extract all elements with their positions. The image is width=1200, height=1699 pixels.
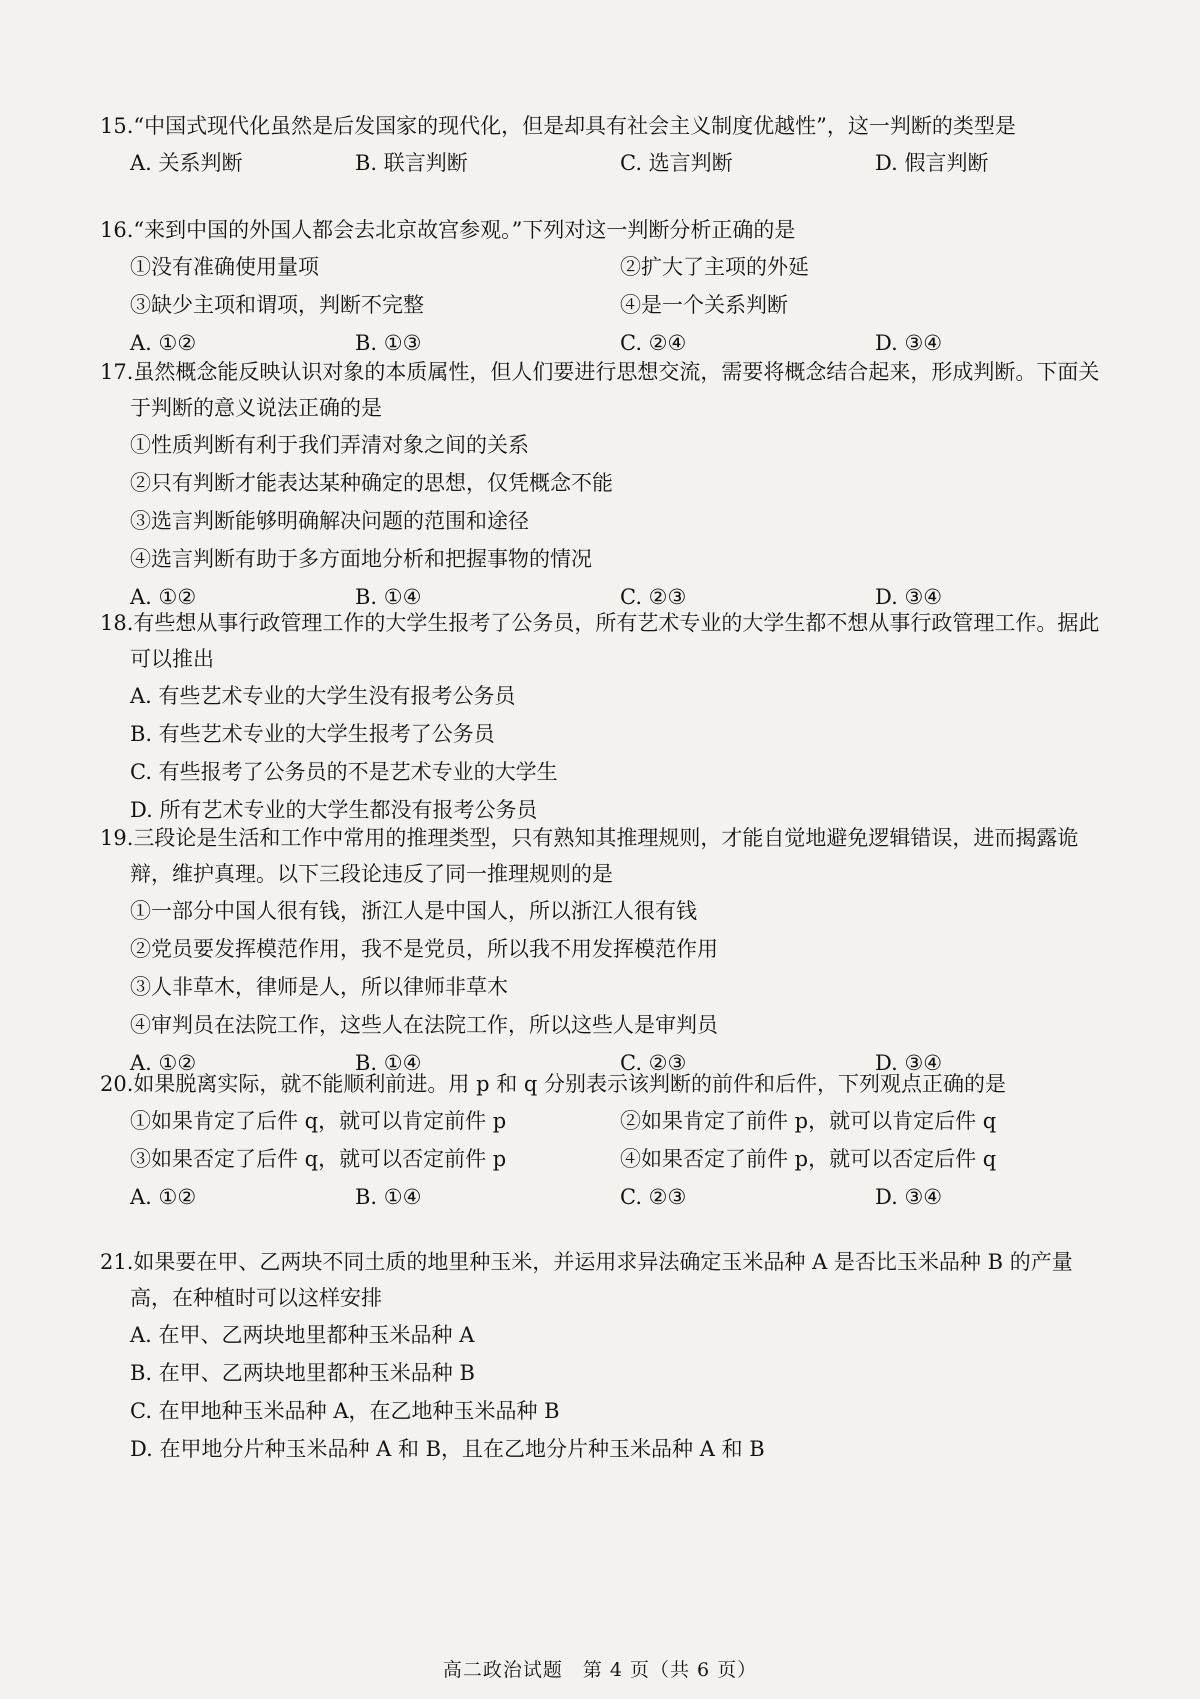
- statement-1: ①一部分中国人很有钱，浙江人是中国人，所以浙江人很有钱: [130, 899, 697, 923]
- question-20: [100, 1066, 1110, 1216]
- option-a: A. 有些艺术专业的大学生没有报考公务员: [130, 684, 516, 708]
- question-number: 16.: [100, 218, 134, 242]
- statement-3: ③缺少主项和谓项，判断不完整: [130, 293, 424, 317]
- choice-b: B. ①④: [355, 1185, 422, 1209]
- choice-d: D. ③④: [875, 1051, 943, 1075]
- question-number: 17.: [100, 360, 134, 384]
- statement-3: ③选言判断能够明确解决问题的范围和途径: [130, 509, 529, 533]
- choice-row: [130, 1178, 1110, 1216]
- option-c: C. 在甲地种玉米品种 A，在乙地种玉米品种 B: [130, 1399, 560, 1423]
- option-d: D. 在甲地分片种玉米品种 A 和 B，且在乙地分片种玉米品种 A 和 B: [130, 1437, 765, 1461]
- choice-c: C. ②④: [620, 331, 687, 355]
- statement-2: ②扩大了主项的外延: [620, 255, 809, 279]
- statement-1: ①性质判断有利于我们弄清对象之间的关系: [130, 433, 529, 457]
- question-stem: 19.三段论是生活和工作中常用的推理类型，只有熟知其推理规则，才能自觉地避免逻辑错误，进而揭露诡辩，维护真理。以下三段论违反了同一推理规则的是: [100, 826, 1079, 886]
- statement-4: ④选言判断有助于多方面地分析和把握事物的情况: [130, 547, 592, 571]
- statement-row: [130, 1102, 1110, 1140]
- choice-c: C. ②③: [620, 1051, 687, 1075]
- question-stem: 15.“中国式现代化虽然是后发国家的现代化，但是却具有社会主义制度优越性”，这一判断的类型是: [100, 114, 1016, 138]
- question-number: 20.: [100, 1072, 134, 1096]
- choice-a: A. ①②: [130, 1051, 197, 1075]
- statement-row: [130, 1140, 1110, 1178]
- option-b: B. 有些艺术专业的大学生报考了公务员: [130, 722, 495, 746]
- option-a: A. 在甲、乙两块地里都种玉米品种 A: [130, 1323, 475, 1347]
- choice-c: C. ②③: [620, 1185, 687, 1209]
- statement-1: ①没有准确使用量项: [130, 255, 319, 279]
- choice-b: B. ①③: [355, 331, 422, 355]
- choice-d: D. ③④: [875, 585, 943, 609]
- statement-row: [130, 286, 1110, 324]
- question-stem: 21.如果要在甲、乙两块不同土质的地里种玉米，并运用求异法确定玉米品种 A 是否比玉米品种 B 的产量高，在种植时可以这样安排: [100, 1250, 1073, 1310]
- question-stem: 16.“来到中国的外国人都会去北京故宫参观。”下列对这一判断分析正确的是: [100, 218, 796, 242]
- question-15: [100, 108, 1110, 182]
- choice-d: D. ③④: [875, 331, 943, 355]
- option-c: C. 有些报考了公务员的不是艺术专业的大学生: [130, 760, 558, 784]
- statement-1: ①如果肯定了后件 q，就可以肯定前件 p: [130, 1109, 507, 1133]
- statement-2: ②党员要发挥模范作用，我不是党员，所以我不用发挥模范作用: [130, 937, 718, 961]
- statement-row: [130, 248, 1110, 286]
- choice-b: B. ①④: [355, 1051, 422, 1075]
- statement-4: ④如果否定了前件 p，就可以否定后件 q: [620, 1147, 997, 1171]
- statement-2: ②只有判断才能表达某种确定的思想，仅凭概念不能: [130, 471, 613, 495]
- question-21: [100, 1244, 1110, 1468]
- statement-3: ③人非草木，律师是人，所以律师非草木: [130, 975, 508, 999]
- choice-a: A. ①②: [130, 331, 197, 355]
- statement-4: ④审判员在法院工作，这些人在法院工作，所以这些人是审判员: [130, 1013, 718, 1037]
- choice-b: B. ①④: [355, 585, 422, 609]
- statement-2: ②如果肯定了前件 p，就可以肯定后件 q: [620, 1109, 997, 1133]
- choice-d: D. ③④: [875, 1185, 943, 1209]
- choice-d: D. 假言判断: [875, 151, 989, 175]
- question-number: 18.: [100, 611, 134, 635]
- question-number: 15.: [100, 114, 134, 138]
- choice-a: A. ①②: [130, 585, 197, 609]
- question-stem: 20.如果脱离实际，就不能顺利前进。用 p 和 q 分别表示该判断的前件和后件，下列观点正确的是: [100, 1072, 1006, 1096]
- question-stem: 17.虽然概念能反映认识对象的本质属性，但人们要进行思想交流，需要将概念结合起来，形成判断。下面关于判断的意义说法正确的是: [100, 360, 1100, 420]
- statement-4: ④是一个关系判断: [620, 293, 788, 317]
- question-19: [100, 820, 1110, 1082]
- choice-c: C. 选言判断: [620, 151, 733, 175]
- choice-a: A. 关系判断: [130, 151, 243, 175]
- question-number: 19.: [100, 826, 134, 850]
- question-18: [100, 605, 1110, 829]
- question-number: 21.: [100, 1250, 134, 1274]
- choice-c: C. ②③: [620, 585, 687, 609]
- choice-b: B. 联言判断: [355, 151, 468, 175]
- question-stem: 18.有些想从事行政管理工作的大学生报考了公务员，所有艺术专业的大学生都不想从事行政管理工作。据此可以推出: [100, 611, 1100, 671]
- question-17: [100, 354, 1110, 616]
- page-footer: 高二政治试题 第 4 页（共 6 页）: [442, 1659, 758, 1681]
- statement-3: ③如果否定了后件 q，就可以否定前件 p: [130, 1147, 507, 1171]
- option-d: D. 所有艺术专业的大学生都没有报考公务员: [130, 798, 538, 822]
- choice-a: A. ①②: [130, 1185, 197, 1209]
- option-b: B. 在甲、乙两块地里都种玉米品种 B: [130, 1361, 475, 1385]
- question-16: [100, 212, 1110, 362]
- choice-row: [130, 144, 1110, 182]
